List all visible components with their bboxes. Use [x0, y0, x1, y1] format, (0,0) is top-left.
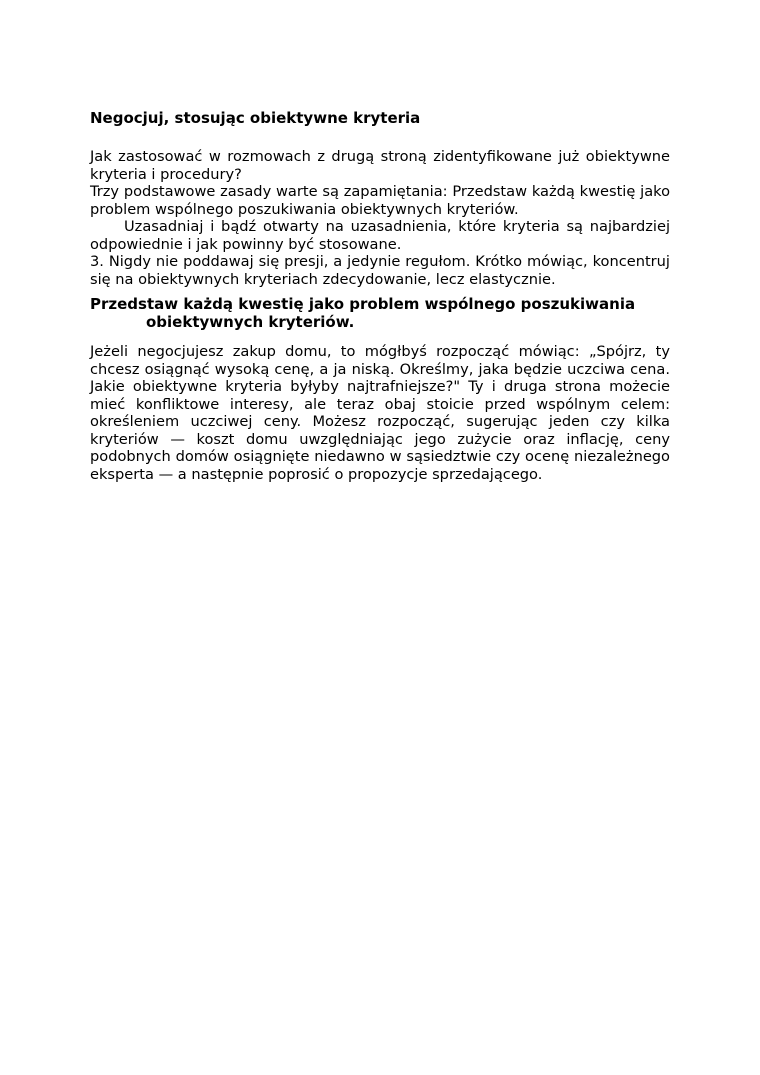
section-heading — [90, 296, 670, 331]
intro-paragraph-pressure: 3. Nigdy nie poddawaj się presji, a jedynie regułom. Krótko mówiąc, koncentruj się na obiektywnych kryteriach zdecydowanie, lecz elastycznie. — [90, 253, 670, 288]
document-page — [90, 108, 670, 483]
section-heading-line-1: Przedstaw każdą kwestię jako problem wspólnego poszukiwania — [90, 295, 636, 313]
section-paragraph: Jeżeli negocjujesz zakup domu, to mógłbyś rozpocząć mówiąc: „Spójrz, ty chcesz osiągnąć wysoką cenę, a ja niską. Określmy, jaka będzie uczciwa cena. Jakie obiektywne kryteria byłyby najtrafniejsze?" Ty i druga strona możecie mieć konfliktowe interesy, ale teraz obaj stoicie przed wspólnym celem: określeniem uczciwej ceny. Możesz rozpocząć, sugerując jeden czy kilka kryteriów — koszt domu uwzględniając jego zużycie oraz inflację, ceny podobnych domów osiągnięte niedawno w sąsiedztwie czy ocenę niezależnego eksperta — a następnie poprosić o propozycje sprzedającego. — [90, 343, 670, 483]
intro-paragraph-rules: Trzy podstawowe zasady warte są zapamiętania: Przedstaw każdą kwestię jako problem wspólnego poszukiwania obiektywnych kryteriów. — [90, 183, 670, 218]
intro-paragraph-justify: Uzasadniaj i bądź otwarty na uzasadnienia, które kryteria są najbardziej odpowiednie i jak powinny być stosowane. — [90, 218, 670, 253]
intro-paragraph-question: Jak zastosować w rozmowach z drugą stroną zidentyfikowane już obiektywne kryteria i procedury? — [90, 148, 670, 183]
page-title: Negocjuj, stosując obiektywne kryteria — [90, 109, 421, 127]
section-heading-line-2: obiektywnych kryteriów. — [146, 312, 355, 331]
